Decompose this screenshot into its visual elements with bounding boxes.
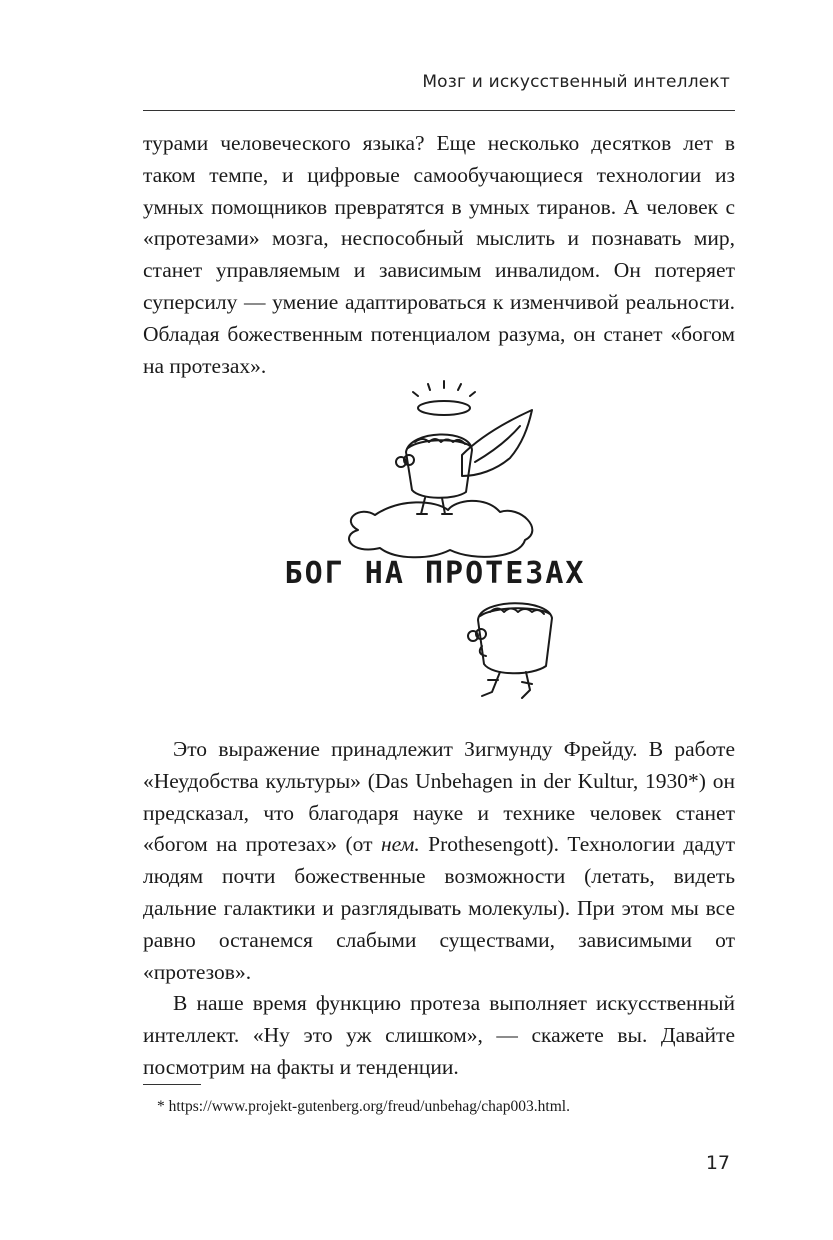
paragraph-3: В наше время функцию протеза выполняет искусственный интеллект. «Ну это уж слишком», — скажете вы. Давайте посмотрим на факты и тенденции.: [143, 991, 735, 1079]
halo-icon: [418, 401, 470, 415]
page-number: 17: [705, 1152, 730, 1174]
footnote-link[interactable]: https://www.projekt-gutenberg.org/freud/unbehag/chap003.html.: [168, 1098, 570, 1115]
footnote-rule: [143, 1084, 201, 1085]
illustration-drawing: [270, 380, 590, 720]
footnote-marker: *: [157, 1098, 165, 1115]
paragraph-2: [143, 734, 735, 988]
cloud-icon: [349, 501, 532, 557]
header-rule: [143, 110, 735, 111]
paragraph-2-italic: нем.: [380, 832, 420, 857]
god-on-prostheses-illustration: [270, 380, 590, 720]
paragraph-2-part-1: Это выражение принадлежит Зигмунду Фрейду. В работе «Неудобства культуры» (Das Unbehagen in der Kultur, 1930*) он предсказал, что благодаря науке и технике человек станет «богом на протезах» (от: [143, 737, 735, 857]
running-head: Мозг и искусственный интеллект: [422, 72, 730, 92]
paragraph-2-part-2: Prothesengott). Технологии дадут людям почти божественные возможности (летать, видеть дальние галактики и разглядывать молекулы). При этом мы все равно останемся слабыми существами, зависимыми от «протезов».: [143, 832, 735, 984]
paragraphs-2-3: [143, 734, 735, 1084]
paragraph-1: [143, 128, 735, 382]
paragraph-1-text: турами человеческого языка? Еще несколько десятков лет в таком темпе, и цифровые самообучающиеся технологии из умных помощников превратятся в умных тиранов. А человек с «протезами» мозга, неспособный мыслить и познавать мир, станет управляемым и зависимым инвалидом. Он потеряет суперсилу — умение адаптироваться к изменчивой реальности. Обладая божественным потенциалом разума, он станет «богом на протезах».: [143, 131, 735, 378]
footnote: [143, 1096, 749, 1118]
wing-icon: [462, 410, 532, 476]
bottom-brain-character: [468, 603, 552, 698]
illustration-caption: БОГ НА ПРОТЕЗАХ: [284, 556, 586, 591]
